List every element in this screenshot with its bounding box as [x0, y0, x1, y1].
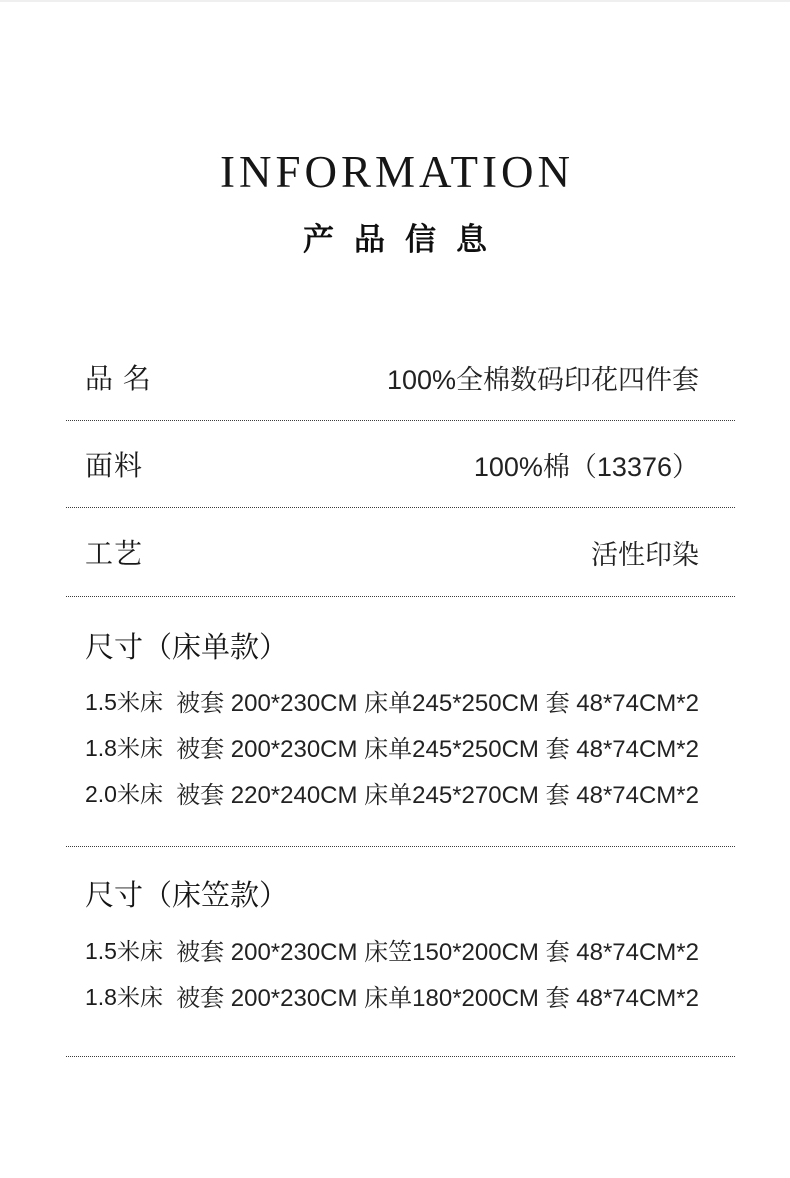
size-label: 1.5米床	[85, 937, 163, 964]
page-header	[0, 2, 790, 260]
size-rows	[85, 926, 699, 1018]
size-row	[85, 769, 699, 815]
page-title-zh: 产品信息	[303, 222, 507, 257]
spec-value: 100%全棉数码印花四件套	[386, 364, 699, 395]
size-rows	[85, 677, 699, 815]
spec-value: 100%棉（13376）	[473, 451, 699, 482]
size-value: 被套 200*230CM 床笠150*200CM 套 48*74CM*2	[176, 938, 699, 966]
spec-label: 面料	[85, 450, 144, 481]
size-row	[85, 926, 699, 972]
size-value: 被套 200*230CM 床单180*200CM 套 48*74CM*2	[176, 984, 699, 1012]
size-row	[85, 723, 699, 769]
size-row	[85, 677, 699, 723]
page-title-en: INFORMATION	[219, 147, 574, 197]
section-heading: 尺寸（床笠款）	[85, 880, 289, 912]
spec-row-fabric	[66, 421, 735, 508]
spec-row-product-name	[66, 334, 735, 421]
size-label: 1.8米床	[85, 734, 163, 761]
size-row	[85, 972, 699, 1018]
spec-label: 品 名	[85, 363, 152, 394]
size-value: 被套 200*230CM 床单245*250CM 套 48*74CM*2	[176, 735, 699, 763]
size-value: 被套 200*230CM 床单245*250CM 套 48*74CM*2	[176, 689, 699, 717]
size-section-bedsheet	[66, 597, 735, 847]
size-value: 被套 220*240CM 床单245*270CM 套 48*74CM*2	[176, 781, 699, 809]
spec-label: 工艺	[85, 538, 144, 569]
size-label: 1.5米床	[85, 688, 163, 715]
size-label: 1.8米床	[85, 983, 163, 1010]
size-section-fitted-sheet	[66, 847, 735, 1057]
size-label: 2.0米床	[85, 780, 163, 807]
section-heading: 尺寸（床单款）	[85, 632, 289, 664]
spec-row-craft	[66, 508, 735, 597]
spec-sheet	[66, 334, 735, 1057]
spec-value: 活性印染	[591, 539, 699, 570]
